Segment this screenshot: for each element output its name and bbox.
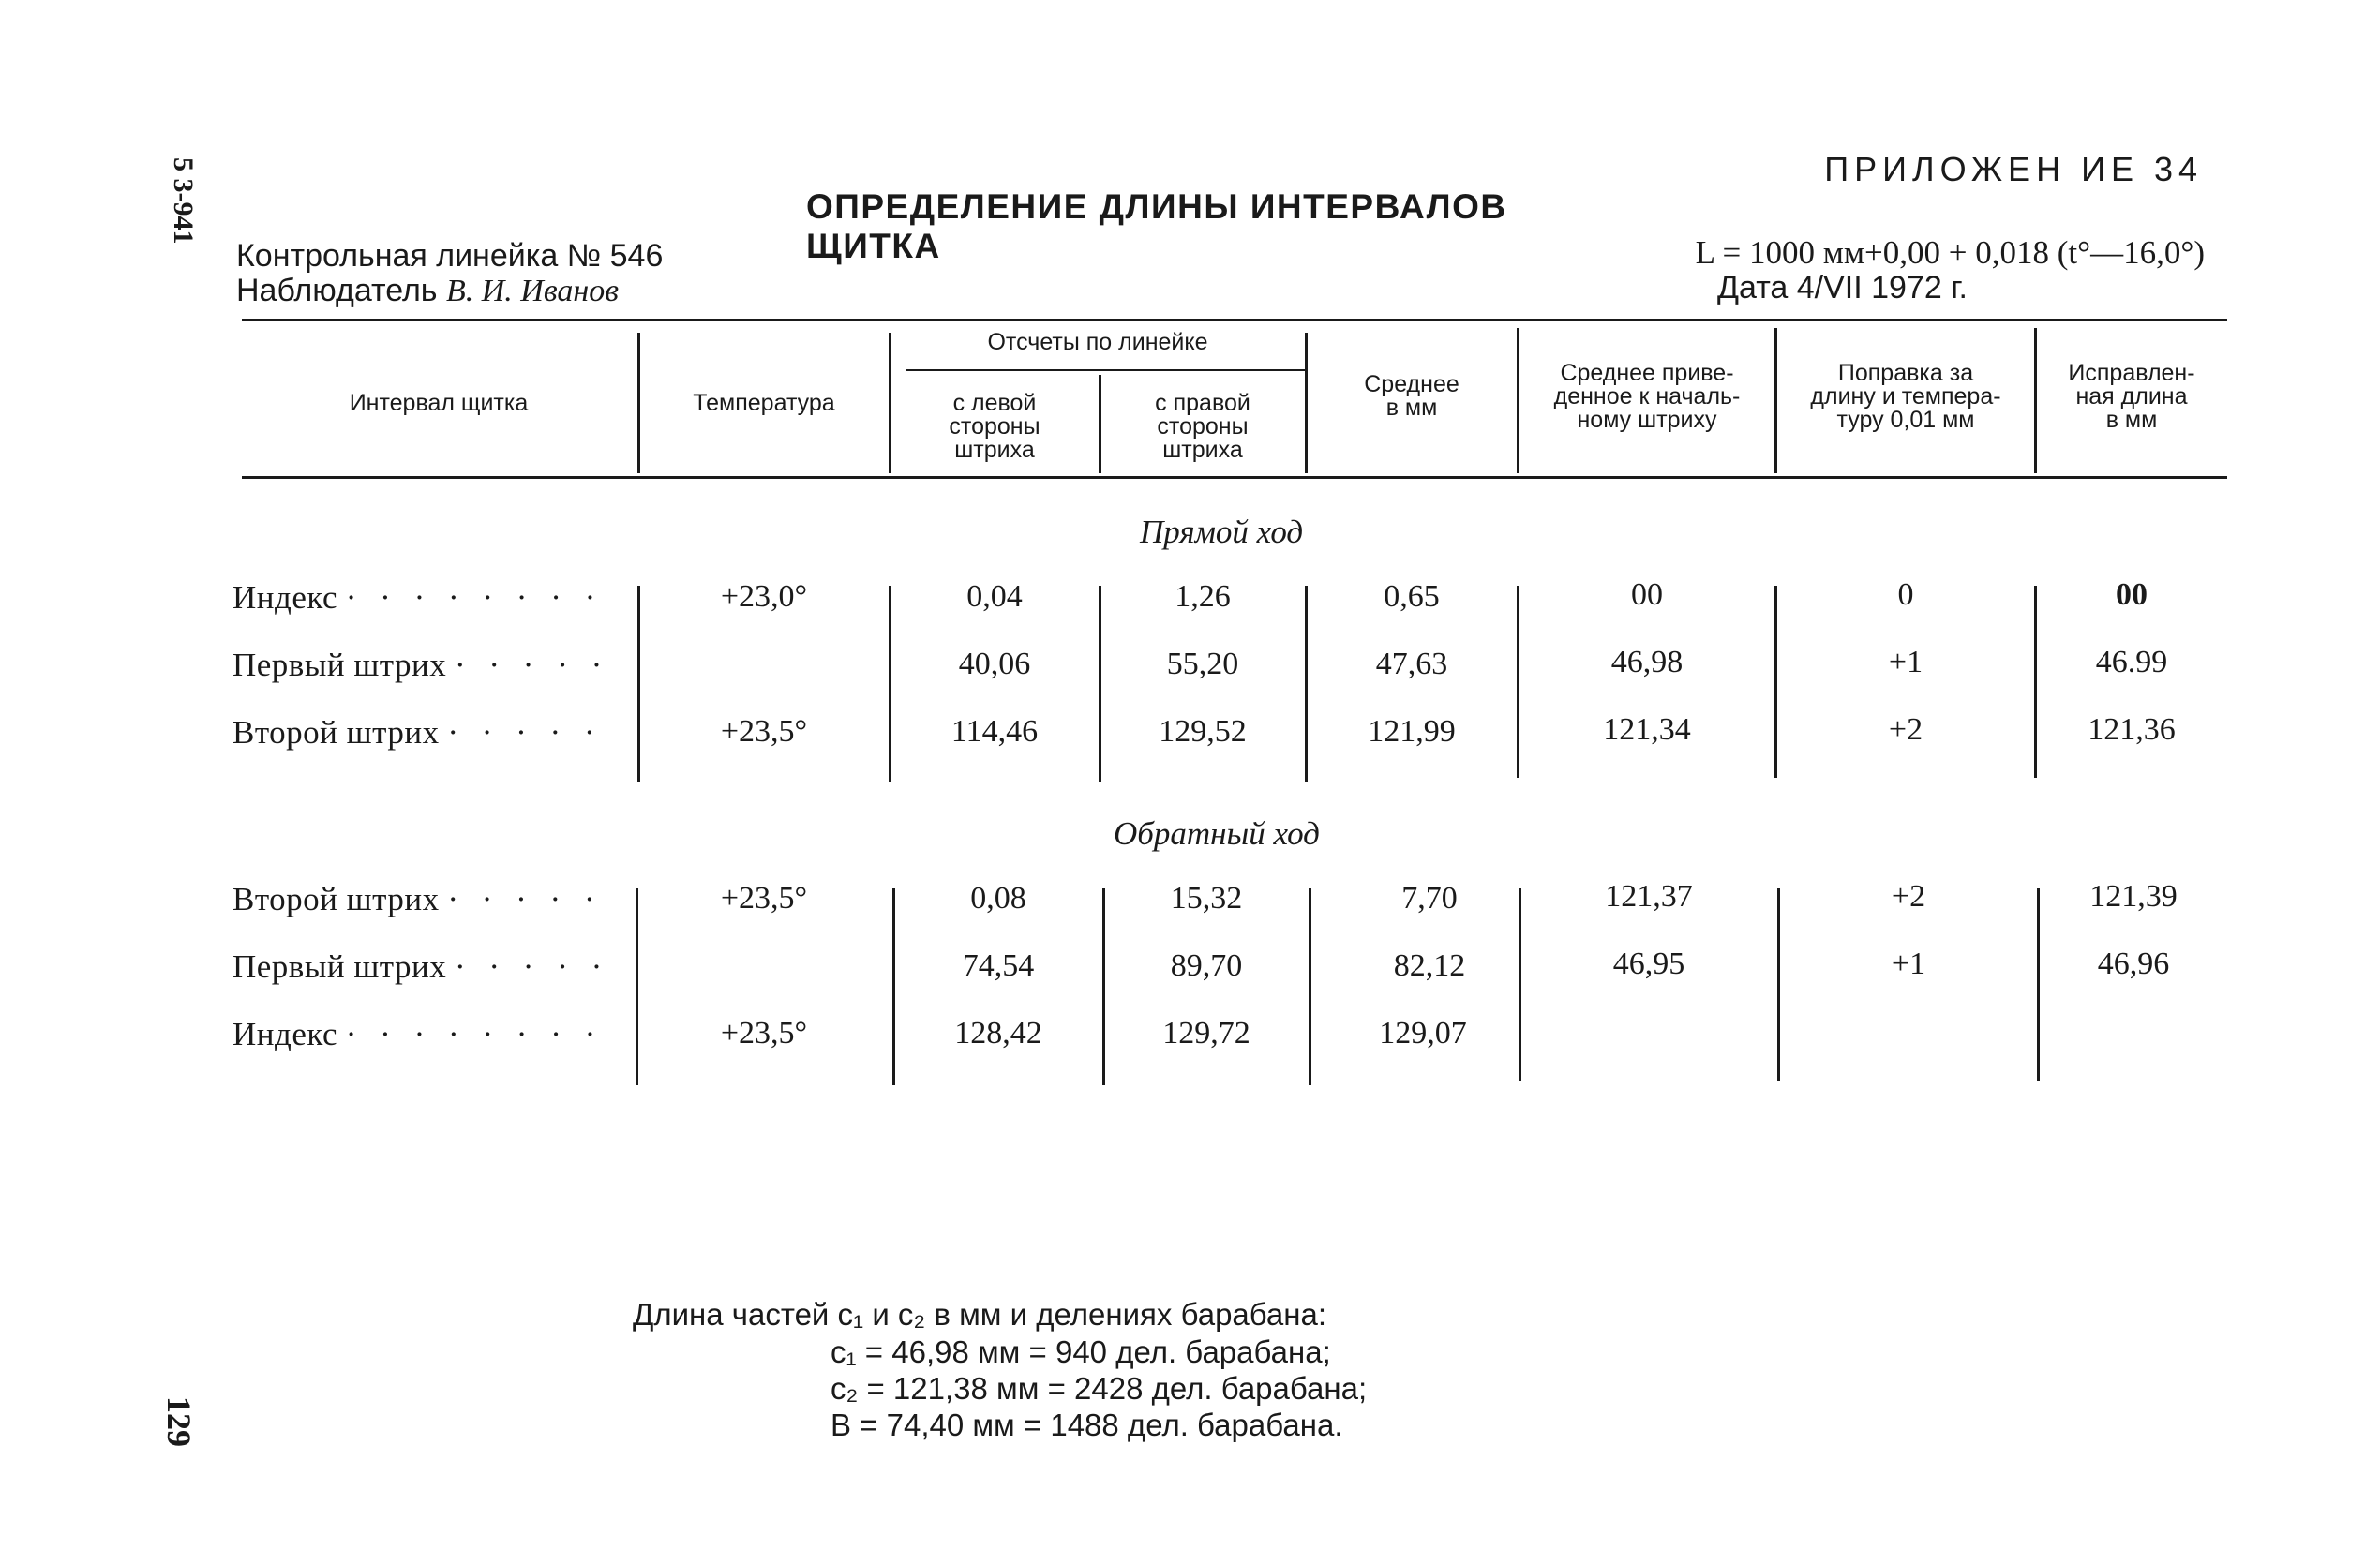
column-divider <box>1305 586 1308 782</box>
page-title: ОПРЕДЕЛЕНИЕ ДЛИНЫ ИНТЕРВАЛОВ ЩИТКА <box>806 187 1507 265</box>
cell-correction: +1 <box>1891 946 1926 981</box>
cell-mean: 121,99 <box>1368 714 1456 749</box>
cell-mean: 0,65 <box>1384 579 1440 614</box>
cell-left: 0,04 <box>966 579 1023 614</box>
cell-right: 15,32 <box>1170 881 1243 916</box>
cell-corrected: 46.99 <box>2095 645 2168 679</box>
leader-dots: · · · · · <box>447 714 603 751</box>
row-label-text: Первый штрих <box>232 647 447 683</box>
leader-dots: · · · · · · · · <box>345 579 604 616</box>
cell-temperature: +23,0° <box>720 579 808 614</box>
table-top-rule <box>242 319 2227 321</box>
row-label <box>232 579 603 617</box>
column-divider <box>637 586 640 782</box>
appendix-label: ПРИЛОЖЕН ИЕ 34 <box>1824 150 2203 188</box>
column-divider <box>889 586 891 782</box>
header-temperature: Температура <box>693 390 835 416</box>
cell-mean: 82,12 <box>1393 948 1466 983</box>
row-label <box>232 647 609 684</box>
cell-mean-reduced: 121,37 <box>1605 879 1693 914</box>
section-title: Обратный ход <box>1114 815 1320 852</box>
date: Дата 4/VII 1972 г. <box>1717 270 1968 306</box>
cell-left: 40,06 <box>958 647 1031 681</box>
cell-mean-reduced: 46,98 <box>1610 645 1684 679</box>
cell-corrected: 121,36 <box>2088 712 2176 747</box>
side-code: 5 3-941 <box>168 157 199 245</box>
header-readings: Отсчеты по линейке <box>987 329 1208 355</box>
cell-temperature: +23,5° <box>720 1016 808 1051</box>
cell-left: 114,46 <box>951 714 1039 749</box>
cell-correction: +2 <box>1891 879 1926 914</box>
cell-left: 128,42 <box>954 1016 1042 1051</box>
column-divider <box>1519 888 1521 1081</box>
header-mean-reduced: Среднее приве- денное к началь- ному штриху <box>1553 360 1741 433</box>
cell-right: 1,26 <box>1175 579 1231 614</box>
leader-dots: · · · · · <box>455 948 610 985</box>
header-interval: Интервал щитка <box>349 390 529 416</box>
header-divider <box>2034 328 2037 473</box>
column-divider <box>636 888 638 1085</box>
cell-left: 0,08 <box>970 881 1026 916</box>
cell-mean: 7,70 <box>1401 881 1458 916</box>
cell-mean: 47,63 <box>1375 647 1448 681</box>
row-label-text: Второй штрих <box>232 881 440 917</box>
column-divider <box>1777 888 1780 1081</box>
cell-corrected: 46,96 <box>2097 946 2170 981</box>
row-label <box>232 1016 603 1053</box>
leader-dots: · · · · · · · · <box>345 1016 604 1052</box>
note-b: B = 74,40 мм = 1488 дел. барабана. <box>831 1408 1343 1442</box>
observer-label: Наблюдатель <box>236 273 446 308</box>
leader-dots: · · · · · <box>455 647 610 683</box>
ruler-number: Контрольная линейка № 546 <box>236 238 664 274</box>
cell-corrected: 00 <box>2116 577 2148 612</box>
readings-subrule <box>906 369 1305 371</box>
row-label-text: Индекс <box>232 579 338 616</box>
row-label-text: Второй штрих <box>232 714 440 751</box>
header-left-side: с левой стороны штриха <box>949 390 1040 463</box>
leader-dots: · · · · · <box>447 881 603 917</box>
cell-mean: 129,07 <box>1379 1016 1467 1051</box>
cell-left: 74,54 <box>962 948 1035 983</box>
header-corrected: Исправлен- ная длина в мм <box>2068 360 2195 433</box>
row-label-text: Индекс <box>232 1016 338 1052</box>
column-divider <box>1517 586 1519 778</box>
table-header-rule <box>242 476 2227 479</box>
cell-correction: +1 <box>1888 645 1923 679</box>
column-divider <box>1099 586 1101 782</box>
header-right-side: с правой стороны штриха <box>1155 390 1250 463</box>
header-divider <box>889 333 891 473</box>
row-label <box>232 881 603 918</box>
cell-mean-reduced: 00 <box>1631 577 1663 612</box>
cell-right: 55,20 <box>1166 647 1239 681</box>
cell-temperature: +23,5° <box>720 881 808 916</box>
section-title: Прямой ход <box>1140 514 1304 550</box>
row-label <box>232 948 609 986</box>
header-divider <box>1305 333 1308 473</box>
header-divider <box>1774 328 1777 473</box>
header-divider <box>1517 328 1519 473</box>
cell-mean-reduced: 46,95 <box>1612 946 1685 981</box>
cell-temperature: +23,5° <box>720 714 808 749</box>
cell-right: 129,52 <box>1159 714 1247 749</box>
cell-right: 89,70 <box>1170 948 1243 983</box>
row-label-text: Первый штрих <box>232 948 447 985</box>
header-divider <box>637 333 640 473</box>
cell-corrected: 121,39 <box>2089 879 2178 914</box>
cell-right: 129,72 <box>1162 1016 1250 1051</box>
note-c1: c₁ = 46,98 мм = 940 дел. барабана; <box>831 1334 1331 1369</box>
column-divider <box>2037 888 2040 1081</box>
cell-mean-reduced: 121,34 <box>1603 712 1691 747</box>
observer-name: В. И. Иванов <box>445 274 620 308</box>
row-label <box>232 714 603 752</box>
header-divider <box>1099 375 1101 473</box>
column-divider <box>2034 586 2037 778</box>
column-divider <box>1309 888 1311 1085</box>
header-mean: Среднее в мм <box>1364 371 1459 421</box>
column-divider <box>1774 586 1777 778</box>
column-divider <box>892 888 895 1085</box>
note-intro: Длина частей c₁ и c₂ в мм и делениях барабана: <box>633 1297 1327 1332</box>
note-c2: c₂ = 121,38 мм = 2428 дел. барабана; <box>831 1371 1368 1406</box>
cell-correction: 0 <box>1897 577 1914 612</box>
cell-correction: +2 <box>1888 712 1923 747</box>
header-correction: Поправка за длину и темпера- туру 0,01 мм <box>1810 360 2001 433</box>
length-formula: L = 1000 мм+0,00 + 0,018 (t°—16,0°) <box>1695 234 2205 271</box>
observer <box>236 273 619 309</box>
page-number: 129 <box>160 1396 198 1447</box>
column-divider <box>1102 888 1105 1085</box>
